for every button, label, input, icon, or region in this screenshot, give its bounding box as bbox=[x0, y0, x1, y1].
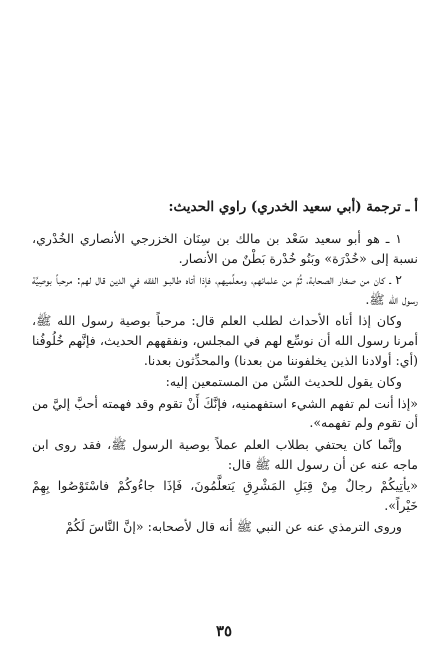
paragraph-4: وكان يقول للحديث السِّن من المستمعين إليه: bbox=[165, 374, 402, 390]
quote-1: «إذا أنت لم تفهم الشيء استفهمنيه، فإنَّكَ أَنْ تقوم وقد فهمته أحبَّ إليَّ من أن تقوم ولم تفهمه». bbox=[32, 395, 418, 431]
section-heading: أ ـ ترجمة (أبي سعيد الخدري) راوي الحديث: bbox=[168, 199, 418, 215]
paragraph-2: ٢ ـ كان من صغار الصحابة، ثُمَّ من علمائهم، ومعلِّميهم، فإذا أتاه طالبـو الفقه في الدين قال لهم: مرحباً بوصِيَّة رسول الله ﷺ. bbox=[32, 272, 418, 307]
page-text bbox=[32, 198, 418, 539]
paragraph-6: وروى الترمذي عنه عن النبي ﷺ أنه قال لأصحابه: «إنَّ النَّاسَ لَكُمْ bbox=[65, 519, 402, 535]
paragraph-5: وإنَّما كان يحتفي بطلاب العلم عملاً بوصية الرسول ﷺ، فقد روى ابن ماجه عنه عن أن رسول الله ﷺ قال: bbox=[32, 436, 418, 472]
page-number: ٣٥ bbox=[215, 622, 233, 640]
paragraph-1: ١ ـ هو أبو سعيد سَعْد بن مالك بن سِنَان الخزرجي الأنصاري الخُدْري، نسبة إلى «خُدْرَة» وبَنُو خُدْرة بَطْنٌ من الأنصار. bbox=[32, 231, 418, 266]
paragraph-3: وكان إذا أتاه الأحداث لطلب العلم قال: مرحباً بوصية رسول الله ﷺ، أمرنا رسول الله أن نوسِّع لهم في المجلس، ونفقههم الحديث، فإنَّهم خُلُوفُنا (أي: أولادنا الذين يخلفوننا من بعدنا) والمحدِّثون بعدنا. bbox=[32, 313, 418, 368]
quote-2: «يأتِيكُمْ رجالٌ مِنْ قِبَلِ المَشْرِقِ يَتعلَّمُونَ، فَإذَا جاءُوكُمْ فاسْتَوْصُوا بِهِمْ خَيْراً». bbox=[32, 478, 418, 513]
